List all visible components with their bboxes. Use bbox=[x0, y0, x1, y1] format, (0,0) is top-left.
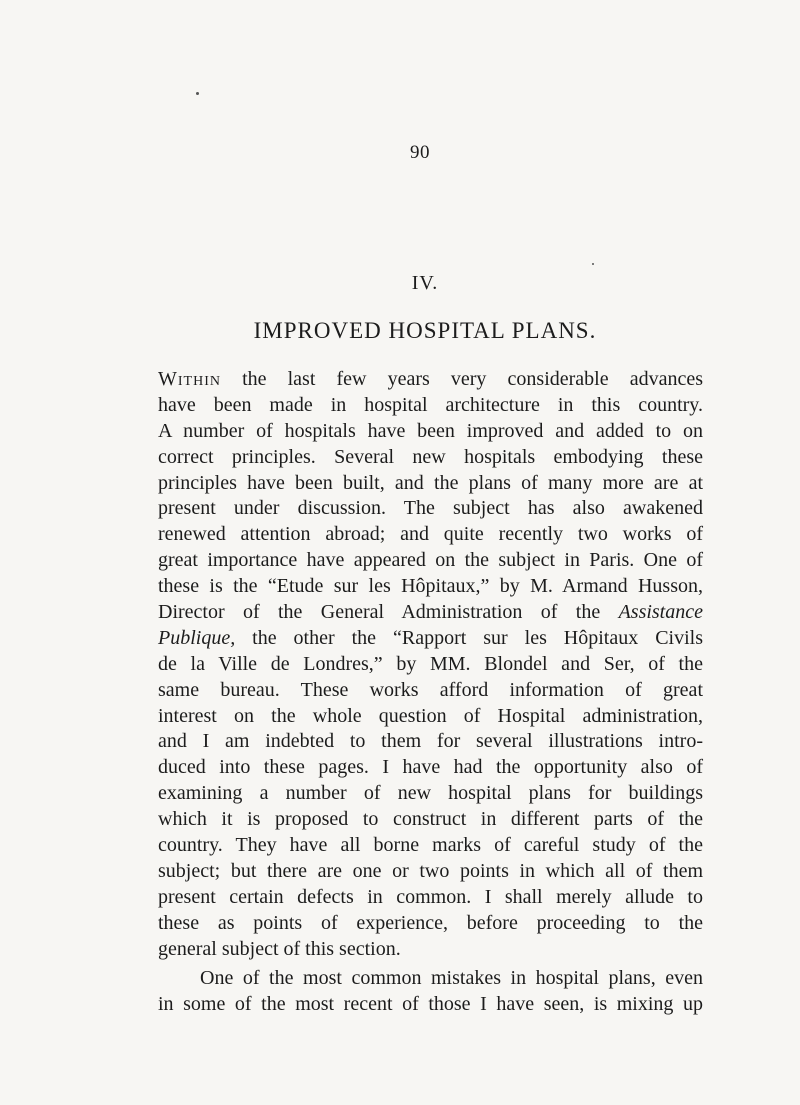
text-line: and I am indebted to them for several illustrations intro- bbox=[158, 730, 703, 753]
text-line bbox=[158, 367, 703, 393]
text-line: great importance have appeared on the subject in Paris. One of bbox=[158, 549, 703, 572]
text-line: One of the most common mistakes in hospital plans, even bbox=[200, 967, 703, 990]
text-line: country. They have all borne marks of careful study of the bbox=[158, 834, 703, 857]
text-line: which it is proposed to construct in different parts of the bbox=[158, 808, 703, 831]
line-text: Director of the General Administration of the bbox=[158, 601, 619, 624]
text-line bbox=[158, 626, 703, 652]
text-line: principles have been built, and the plans of many more are at bbox=[158, 471, 703, 494]
text-line: subject; but there are one or two points in which all of them bbox=[158, 859, 703, 882]
section-title: IMPROVED HOSPITAL PLANS. bbox=[253, 318, 597, 343]
line-text: the last few years very considerable advances bbox=[220, 368, 703, 390]
text-line: general subject of this section. bbox=[158, 937, 401, 960]
text-line: renewed attention abroad; and quite recently two works of bbox=[158, 523, 703, 546]
text-line: same bureau. These works afford information of great bbox=[158, 678, 703, 701]
text-line: present under discussion. The subject has also awakened bbox=[158, 497, 703, 520]
page-number: 90 bbox=[410, 142, 430, 163]
text-line: duced into these pages. I have had the opportunity also of bbox=[158, 756, 703, 779]
text-line bbox=[158, 600, 703, 626]
text-line: A number of hospitals have been improved and added to on bbox=[158, 419, 703, 442]
text-line: present certain defects in common. I shall merely allude to bbox=[158, 885, 703, 908]
section-numeral: IV. bbox=[411, 272, 439, 294]
italic-title-text: Assistance bbox=[618, 601, 703, 624]
text-line: have been made in hospital architecture in this country. bbox=[158, 393, 703, 416]
line-text: the other the “Rapport sur les Hôpitaux Civils bbox=[235, 626, 703, 649]
text-line: de la Ville de Londres,” by MM. Blondel and Ser, of the bbox=[158, 652, 703, 675]
scan-speck bbox=[592, 263, 594, 265]
text-line: interest on the whole question of Hospital administration, bbox=[158, 704, 703, 727]
text-line: these as points of experience, before proceeding to the bbox=[158, 911, 703, 934]
text-line: these is the “Etude sur les Hôpitaux,” by M. Armand Husson, bbox=[158, 575, 703, 598]
body-text bbox=[158, 367, 703, 1018]
lead-word: Within bbox=[158, 368, 221, 390]
scan-speck bbox=[196, 92, 199, 95]
text-line: correct principles. Several new hospitals embodying these bbox=[158, 445, 703, 468]
italic-title-text: Publique, bbox=[158, 626, 236, 649]
text-line: examining a number of new hospital plans for buildings bbox=[158, 782, 703, 805]
text-line: in some of the most recent of those I have seen, is mixing up bbox=[158, 993, 703, 1016]
